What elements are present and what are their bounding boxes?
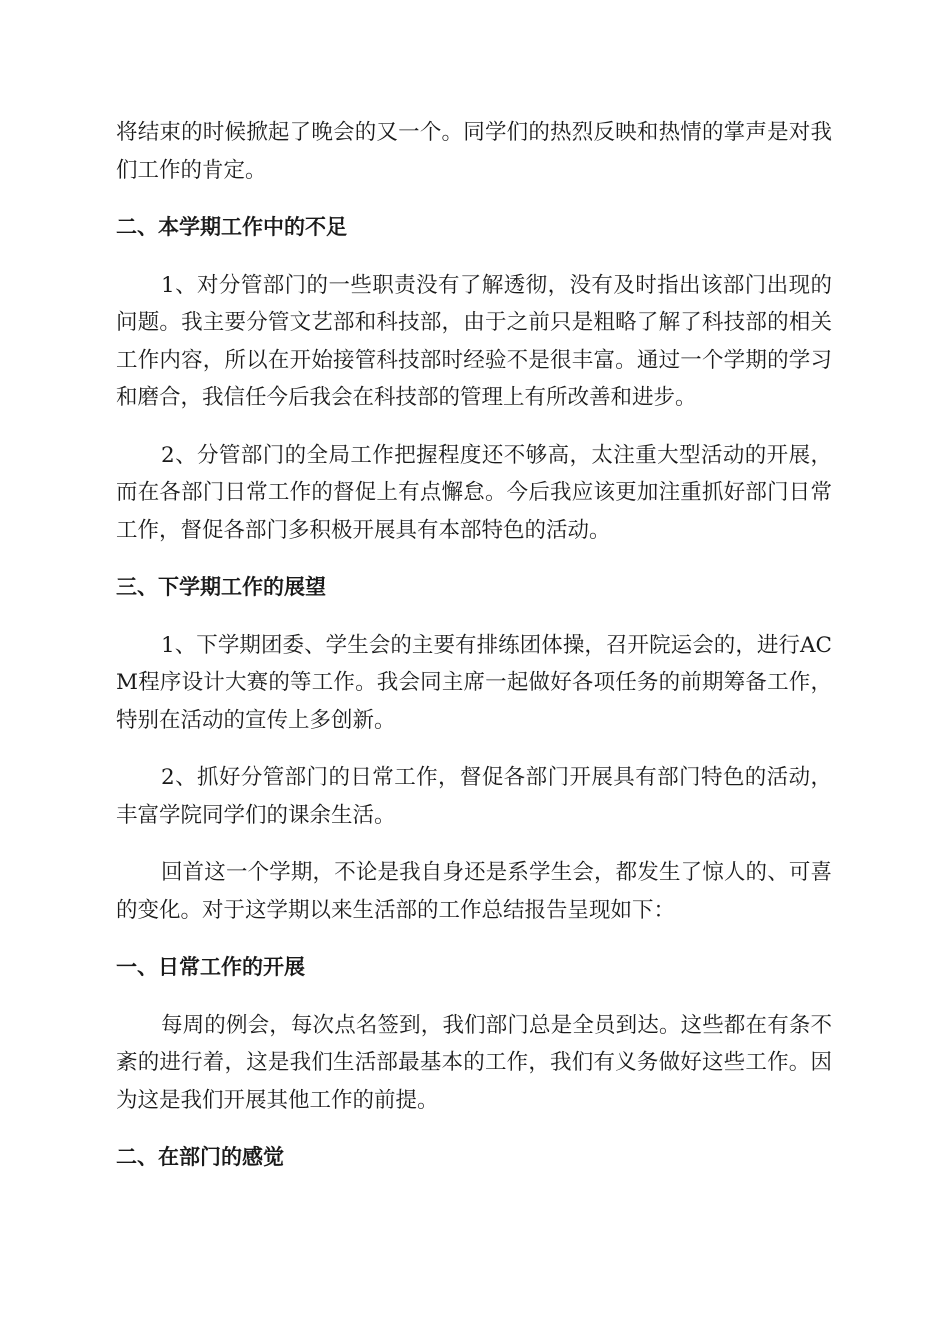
shortcoming-paragraph-2: 2、分管部门的全局工作把握程度还不够高，太注重大型活动的开展，而在各部门日常工作的督促上有点懈怠。今后我应该更加注重抓好部门日常工作，督促各部门多积极开展具有本部特色的活动。 (116, 442, 832, 543)
section-heading-daily-work: 一、日常工作的开展 (116, 955, 305, 979)
section-heading-department-feeling: 二、在部门的感觉 (116, 1145, 284, 1169)
shortcoming-paragraph-1: 1、对分管部门的一些职责没有了解透彻，没有及时指出该部门出现的问题。我主要分管文艺部和科技部，由于之前只是粗略了解了科技部的相关工作内容，所以在开始接管科技部时经验不是很丰富。通过一个学期的学习和磨合，我信任今后我会在科技部的管理上有所改善和进步。 (116, 272, 832, 410)
document-page (116, 114, 832, 1197)
review-paragraph: 回首这一个学期，不论是我自身还是系学生会，都发生了惊人的、可喜的变化。对于这学期以来生活部的工作总结报告呈现如下： (116, 860, 832, 923)
section-heading-outlook: 三、下学期工作的展望 (116, 575, 326, 599)
outlook-paragraph-2: 2、抓好分管部门的日常工作，督促各部门开展具有部门特色的活动，丰富学院同学们的课余生活。 (116, 765, 832, 828)
section-heading-shortcomings: 二、本学期工作中的不足 (116, 215, 347, 239)
intro-paragraph: 将结束的时候掀起了晚会的又一个。同学们的热烈反映和热情的掌声是对我们工作的肯定。 (116, 120, 832, 183)
outlook-paragraph-1: 1、下学期团委、学生会的主要有排练团体操，召开院运会的，进行ACM程序设计大赛的等工作。我会同主席一起做好各项任务的前期筹备工作，特别在活动的宣传上多创新。 (116, 632, 832, 733)
daily-work-paragraph: 每周的例会，每次点名签到，我们部门总是全员到达。这些都在有条不紊的进行着，这是我们生活部最基本的工作，我们有义务做好这些工作。因为这是我们开展其他工作的前提。 (116, 1012, 832, 1113)
